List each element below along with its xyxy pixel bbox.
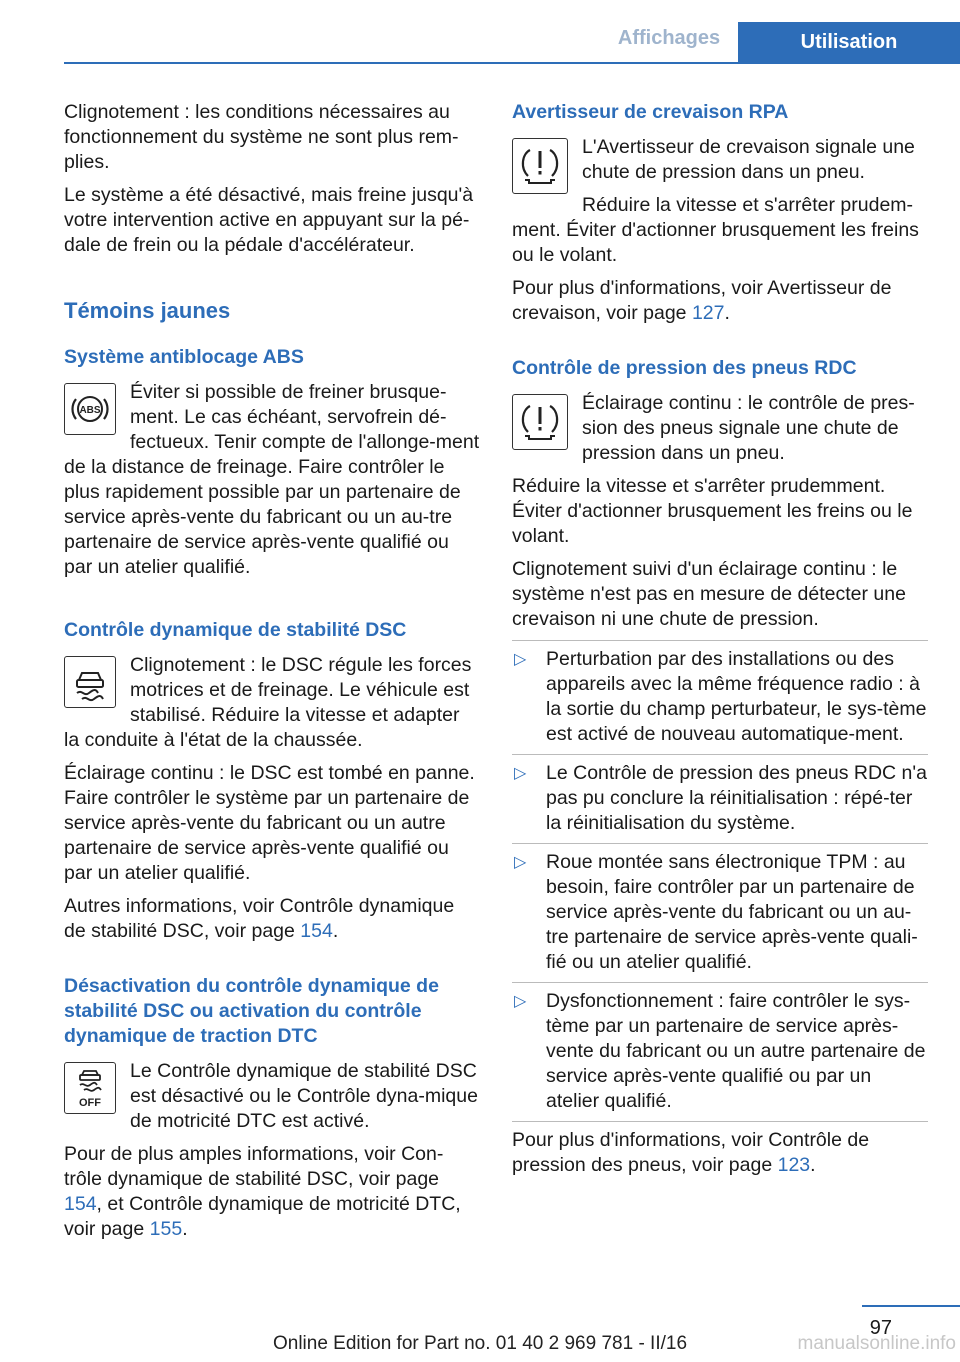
- abs-warning-icon: [64, 383, 116, 435]
- rdc-bullet-list: [512, 640, 928, 1122]
- dsc-text-1: Clignotement : le DSC régule les forces motrices et de freinage. Le véhicule est stabilisé. Réduire la vitesse et adapter la conduite à l'état de la chaussée.: [64, 654, 472, 751]
- watermark: manualsonline.info: [797, 1333, 956, 1354]
- dsc-off-icon: [64, 1062, 116, 1114]
- page-link-154[interactable]: 154: [300, 920, 333, 942]
- dsc-title: Contrôle dynamique de stabilité DSC: [64, 619, 407, 641]
- dsc-off-text-1: Le Contrôle dynamique de stabilité DSC est désactivé ou le Contrôle dyna‐mique de motricité DTC est activé.: [130, 1060, 478, 1132]
- bullet-triangle-icon: ▷: [514, 854, 527, 871]
- dsc-off-title: Désactivation du contrôle dynamique de stabilité DSC ou activation du contrôle dynamique de traction DTC: [64, 975, 439, 1047]
- abs-text: Éviter si possible de freiner brusque‐ment. Le cas échéant, servofrein dé‐fectueux. Tenir compte de l'allonge‐ment de la distance de freinage. Faire contrôler le plus rapidement possible par un partenaire de service après-vente du fabricant ou un au‐tre partenaire de service après-vente qualifié ou par un atelier qualifié.: [64, 381, 480, 578]
- tab-utilisation[interactable]: Utilisation: [738, 22, 960, 62]
- footer-rule: [862, 1305, 960, 1307]
- paragraph: Le système a été désactivé, mais freine jusqu'à votre intervention active en appuyant sur la pé‐dale de frein ou la pédale d'accélérateur.: [64, 184, 474, 256]
- rpa-title: Avertisseur de crevaison RPA: [512, 101, 789, 123]
- rpa-text-3: Pour plus d'informations, voir Avertisseur de crevaison, voir page 127.: [512, 277, 892, 324]
- left-column: [64, 100, 480, 1250]
- rpa-text-1: L'Avertisseur de crevaison signale une chute de pression dans un pneu.: [582, 136, 915, 183]
- page-link-154[interactable]: 154: [64, 1193, 97, 1215]
- rdc-title: Contrôle de pression des pneus RDC: [512, 357, 857, 379]
- list-item: ▷ Le Contrôle de pression des pneus RDC n'a pas pu conclure la réinitialisation : répé‐ter la réinitialisation du système.: [512, 755, 928, 844]
- dsc-text-2: Éclairage continu : le DSC est tombé en panne. Faire contrôler le système par un partenaire de service après-vente du fabricant ou un autre partenaire de service après-vente qualifié ou par un atelier qualifié.: [64, 762, 475, 884]
- rpa-text-2: Réduire la vitesse et s'arrêter prudem‐ment. Éviter d'actionner brusquement les freins ou le volant.: [512, 194, 919, 266]
- tire-pressure-warning-icon: [512, 394, 568, 450]
- tab-affichages[interactable]: Affichages: [617, 27, 721, 49]
- dsc-off-icon-label: OFF: [79, 1097, 101, 1109]
- paragraph: Clignotement : les conditions nécessaires au fonctionnement du système ne sont plus rem‐plies.: [64, 101, 459, 173]
- rdc-text-1: Éclairage continu : le contrôle de pres‐sion des pneus signale une chute de pression dans un pneu.: [582, 392, 915, 464]
- page-link-155[interactable]: 155: [149, 1218, 183, 1240]
- bullet-triangle-icon: ▷: [514, 993, 527, 1010]
- rdc-text-2: Réduire la vitesse et s'arrêter prudemment. Éviter d'actionner brusquement les freins ou le volant.: [512, 475, 913, 547]
- bullet-triangle-icon: ▷: [514, 765, 527, 782]
- page-number: 97: [869, 1317, 892, 1339]
- bullet-triangle-icon: ▷: [514, 651, 527, 668]
- tire-pressure-warning-icon: [512, 138, 568, 194]
- dsc-off-text-2: Pour de plus amples informations, voir Con‐trôle dynamique de stabilité DSC, voir page 154, et Contrôle dynamique de motricité DTC, voir page 155.: [64, 1143, 461, 1240]
- header-rule: [64, 62, 960, 64]
- dsc-skid-icon: [64, 656, 116, 708]
- page-header: [0, 0, 960, 62]
- list-item: ▷ Roue montée sans électronique TPM : au besoin, faire contrôler par un partenaire de service après-vente du fabricant ou un au‐tre partenaire de service après-vente quali‐fié ou un atelier qualifié.: [512, 844, 928, 983]
- list-item: ▷ Dysfonctionnement : faire contrôler le sys‐tème par un partenaire de service après-vente du fabricant ou un autre partenaire de service après-vente qualifié ou par un atelier qualifié.: [512, 983, 928, 1122]
- rdc-text-4: Pour plus d'informations, voir Contrôle de pression des pneus, voir page 123.: [512, 1129, 870, 1176]
- page-link-123[interactable]: 123: [777, 1154, 811, 1176]
- list-item: ▷ Perturbation par des installations ou des appareils avec la même fréquence radio : à la sortie du champ perturbateur, le sys‐tème est activé de nouveau automatique‐ment.: [512, 641, 928, 755]
- right-column: [512, 100, 928, 1186]
- page-link-127[interactable]: 127: [691, 302, 725, 324]
- abs-title: Système antiblocage ABS: [64, 346, 304, 368]
- edition-footer: Online Edition for Part no. 01 40 2 969 781 - II/16: [272, 1333, 688, 1354]
- svg-text:ABS: ABS: [79, 405, 101, 416]
- section-title: Témoins jaunes: [64, 298, 231, 323]
- rdc-text-3: Clignotement suivi d'un éclairage continu : le système n'est pas en mesure de détecter une crevaison ni une chute de pression.: [512, 558, 906, 630]
- dsc-text-3: Autres informations, voir Contrôle dynamique de stabilité DSC, voir page 154.: [64, 895, 455, 942]
